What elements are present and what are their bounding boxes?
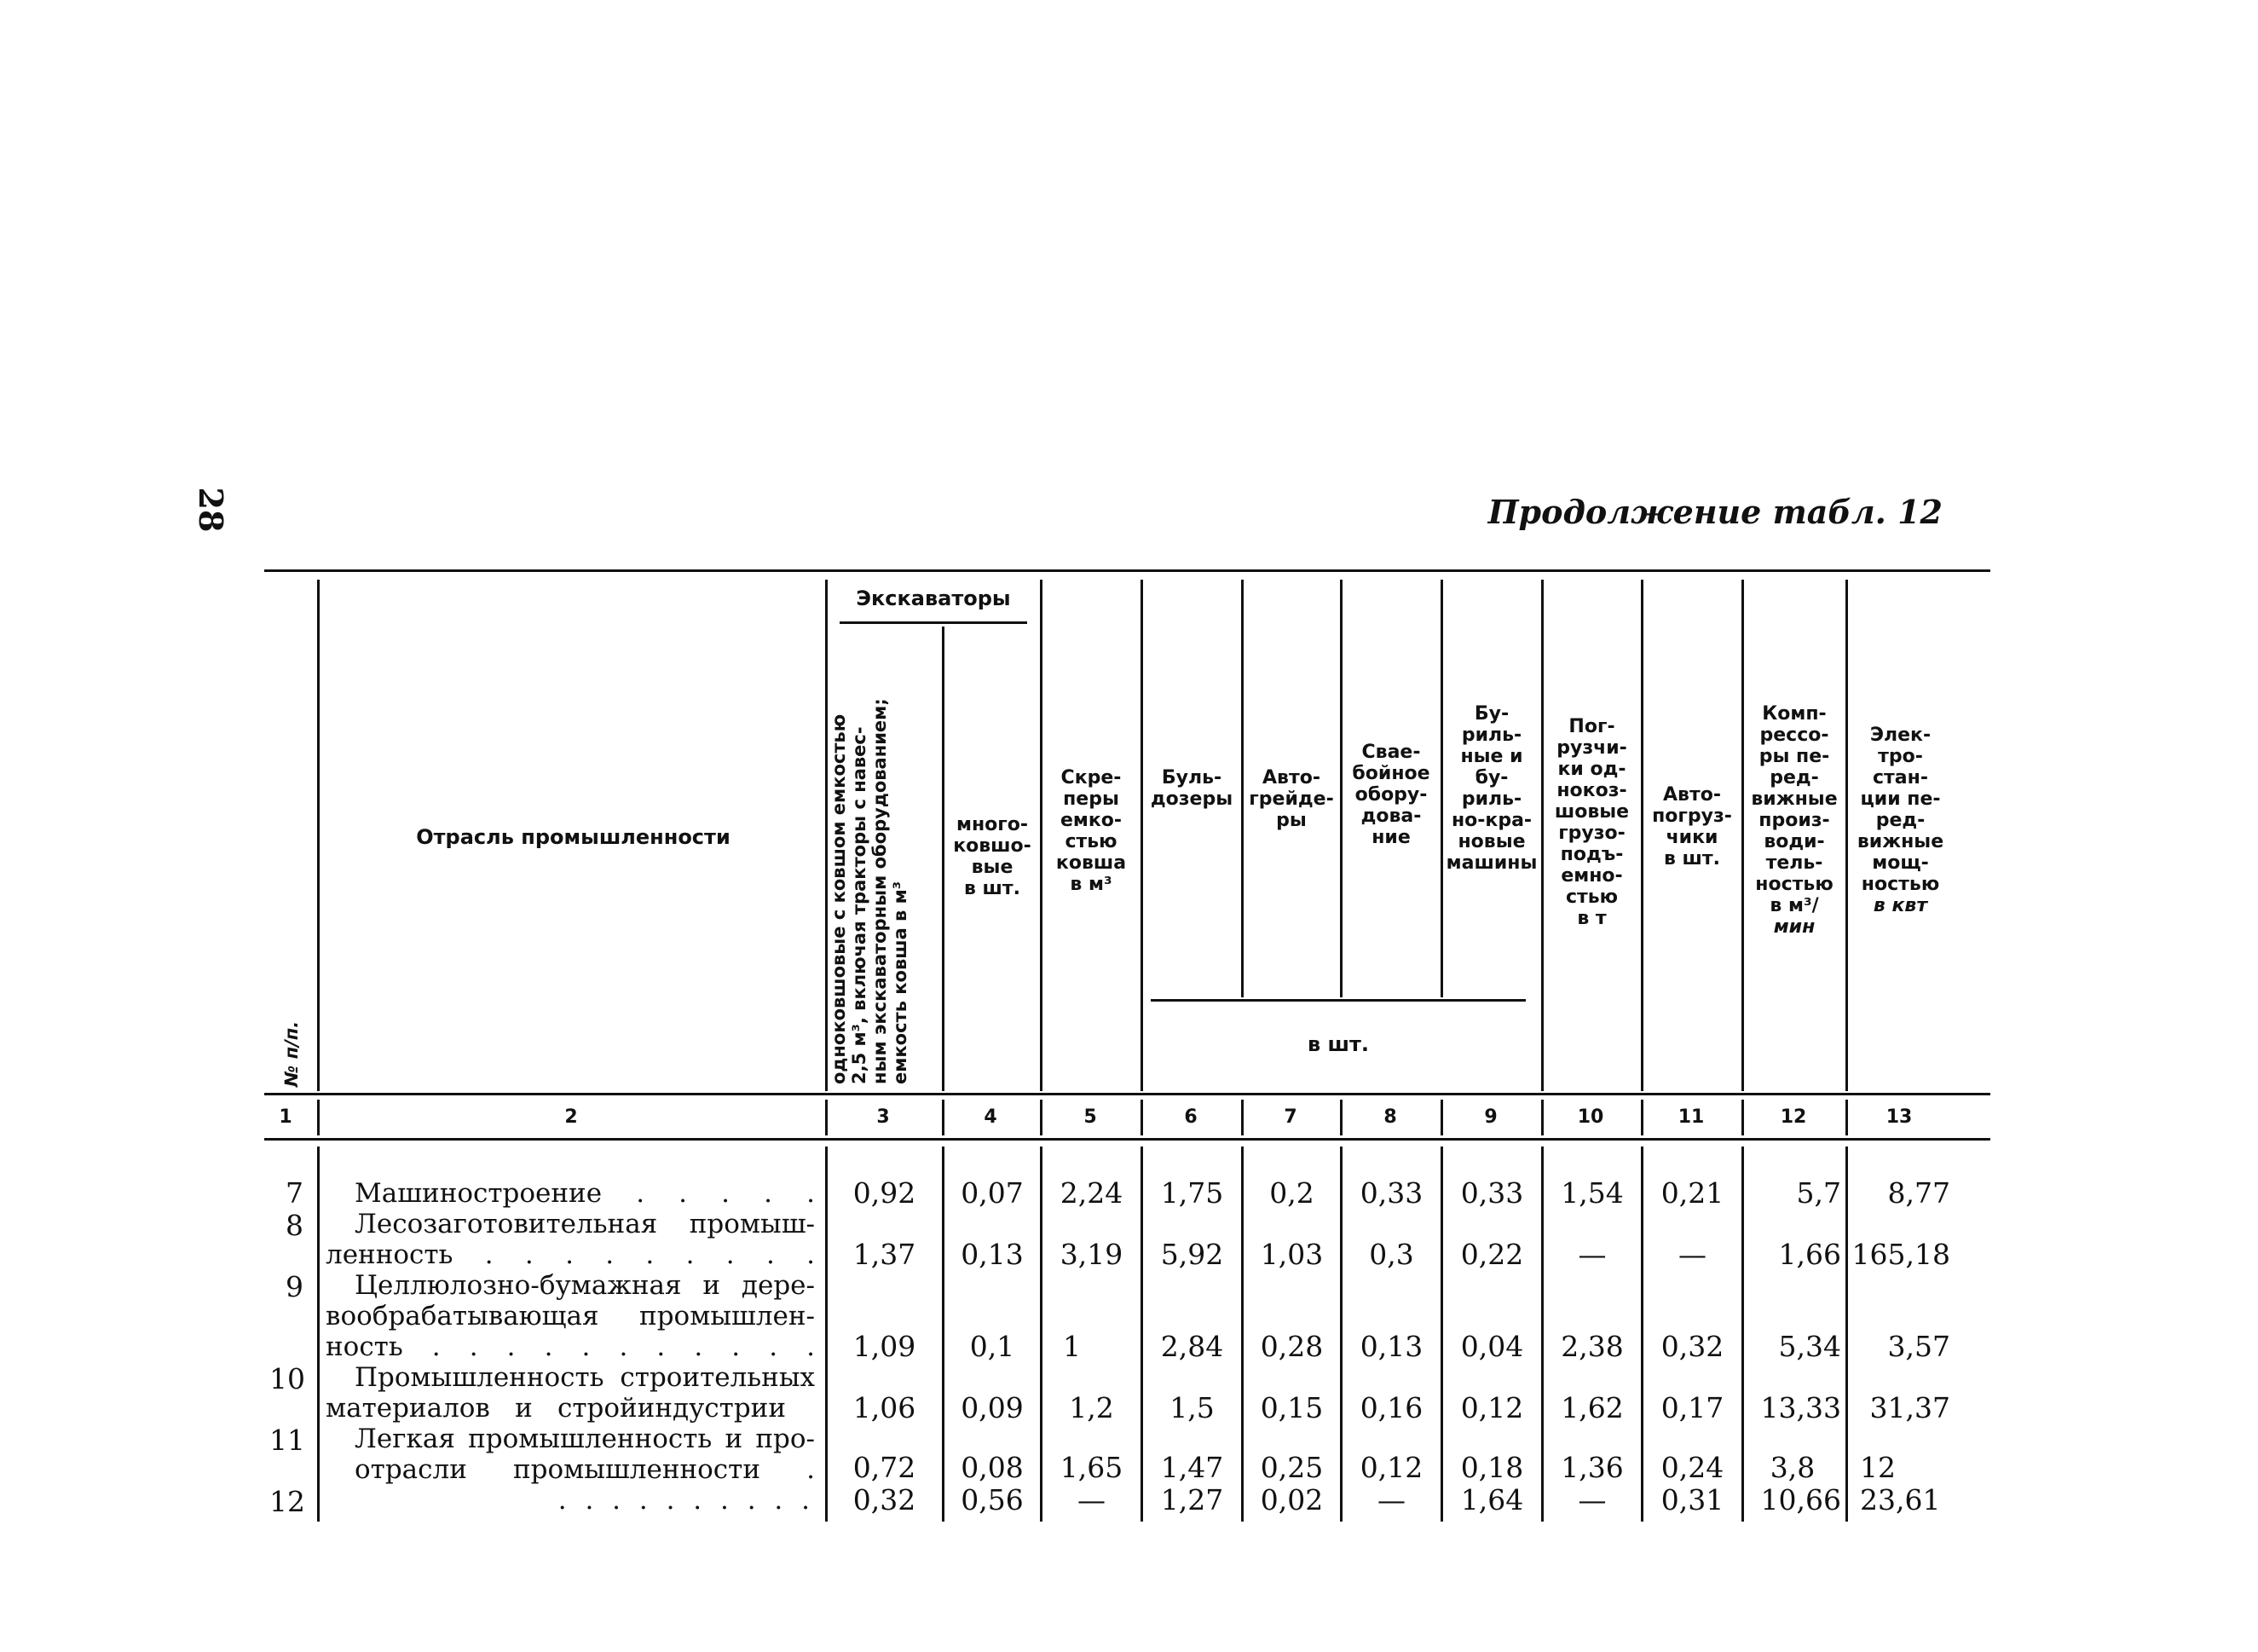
value-cell: 0,02 bbox=[1260, 1483, 1324, 1516]
value-cell: 0,24 bbox=[1660, 1451, 1724, 1484]
col6-header-line: Буль- bbox=[1161, 767, 1222, 788]
value-cell: 0,28 bbox=[1260, 1330, 1324, 1363]
col12-header-line: ры пе- bbox=[1758, 746, 1830, 767]
colnum: 7 bbox=[1284, 1106, 1297, 1128]
value-cell: 8,77 bbox=[1887, 1176, 1950, 1210]
colnum-divider bbox=[1340, 1100, 1343, 1135]
value-cell: 1,62 bbox=[1561, 1391, 1624, 1424]
col10-header-line: ки од- bbox=[1557, 759, 1626, 780]
col13-header-line: ции пе- bbox=[1860, 788, 1941, 810]
value-cell: 165,18 bbox=[1851, 1238, 1950, 1271]
value-cell: 0,32 bbox=[852, 1483, 916, 1516]
header-divider bbox=[317, 580, 320, 1091]
value-cell: 0,25 bbox=[1260, 1451, 1324, 1484]
col11-header-line: погруз- bbox=[1652, 806, 1732, 827]
col4-header-line: вые bbox=[971, 857, 1014, 878]
value-cell: — bbox=[1077, 1483, 1106, 1516]
col4-header-line: много- bbox=[956, 814, 1029, 835]
colnum: 1 bbox=[279, 1106, 292, 1128]
colnum-divider bbox=[1741, 1100, 1744, 1135]
col12-header-line: в м³/ bbox=[1770, 895, 1819, 916]
value-cell: 0,15 bbox=[1260, 1391, 1324, 1424]
row-label-line: . . . . . . . . . . bbox=[557, 1485, 815, 1516]
table-top-rule bbox=[264, 569, 1990, 572]
value-cell: 0,22 bbox=[1460, 1238, 1524, 1271]
value-cell: 0,16 bbox=[1360, 1391, 1424, 1424]
colnum-divider bbox=[1141, 1100, 1143, 1135]
col5-header-line: Скре- bbox=[1060, 767, 1122, 788]
col10-header-line: Пог- bbox=[1568, 716, 1615, 737]
col3-header-line: одноковшовые с ковшом емкостью bbox=[829, 713, 849, 1084]
colnum-divider bbox=[942, 1100, 944, 1135]
colnum-divider bbox=[1641, 1100, 1643, 1135]
value-cell: 0,17 bbox=[1660, 1391, 1724, 1424]
col10-header-line: стью bbox=[1565, 887, 1619, 908]
row-label-line: отрасли промышленности . bbox=[355, 1454, 815, 1485]
value-cell: 0,08 bbox=[961, 1451, 1024, 1484]
value-cell: 1,65 bbox=[1060, 1451, 1123, 1484]
row-number: 7 bbox=[286, 1176, 303, 1210]
value-cell: 31,37 bbox=[1869, 1391, 1950, 1424]
value-cell: 1,66 bbox=[1778, 1238, 1841, 1271]
col6-header bbox=[1142, 767, 1241, 810]
col13-header-line: вижные bbox=[1857, 831, 1944, 852]
value-cell: 0,33 bbox=[1360, 1176, 1424, 1210]
col5-header-line: в м³ bbox=[1070, 874, 1112, 895]
value-cell: 0,07 bbox=[961, 1176, 1024, 1210]
value-cell: 0,56 bbox=[961, 1483, 1024, 1516]
value-cell: 5,7 bbox=[1796, 1176, 1841, 1210]
value-cell: 2,38 bbox=[1561, 1330, 1624, 1363]
col8-header bbox=[1342, 742, 1441, 848]
value-cell: 0,04 bbox=[1460, 1330, 1524, 1363]
col12-header-line: тель- bbox=[1765, 852, 1823, 874]
col7-header-line: Авто- bbox=[1262, 767, 1320, 788]
value-cell: — bbox=[1578, 1483, 1607, 1516]
row-number: 8 bbox=[286, 1209, 303, 1242]
col9-header-line: бу- bbox=[1475, 767, 1509, 788]
value-cell: 1,54 bbox=[1561, 1176, 1624, 1210]
body-divider bbox=[317, 1147, 320, 1522]
colnum-divider bbox=[825, 1100, 828, 1135]
value-cell: 0,12 bbox=[1460, 1391, 1524, 1424]
col5-header-line: перы bbox=[1063, 788, 1119, 810]
col7-header-line: грейде- bbox=[1249, 788, 1334, 810]
colnum: 4 bbox=[984, 1106, 997, 1128]
col4-header bbox=[944, 814, 1040, 899]
value-cell: 1,03 bbox=[1260, 1238, 1324, 1271]
colnum: 3 bbox=[876, 1106, 890, 1128]
units-span-label: в шт. bbox=[1307, 1032, 1370, 1056]
row-number: 10 bbox=[269, 1362, 305, 1395]
value-cell: 1,47 bbox=[1160, 1451, 1224, 1484]
value-cell: 5,34 bbox=[1778, 1330, 1841, 1363]
value-cell: 1,27 bbox=[1160, 1483, 1224, 1516]
col12-header-line: Комп- bbox=[1762, 703, 1827, 725]
value-cell: 0,1 bbox=[969, 1330, 1015, 1363]
col8-header-line: ние bbox=[1372, 827, 1411, 848]
col3-header-line: емкость ковша в м³ bbox=[890, 881, 910, 1084]
value-cell: 0,72 bbox=[852, 1451, 916, 1484]
num-header: № п/п. bbox=[281, 1020, 302, 1087]
col13-header-line: ностью bbox=[1861, 874, 1940, 895]
value-cell: 1,64 bbox=[1460, 1483, 1524, 1516]
col12-header-line: ностью bbox=[1755, 874, 1834, 895]
col13-header-line: мощ- bbox=[1872, 852, 1929, 874]
col4-header-line: ковшо- bbox=[953, 835, 1031, 857]
col3-header-line: 2,5 м³, включая тракторы с навес- bbox=[849, 726, 869, 1084]
col5-header bbox=[1042, 767, 1141, 895]
value-cell: 1,37 bbox=[852, 1238, 916, 1271]
col10-header-line: в т bbox=[1577, 908, 1607, 929]
col13-header-line: стан- bbox=[1873, 767, 1928, 788]
col9-header-line: новые bbox=[1458, 831, 1526, 852]
value-cell: 0,32 bbox=[1660, 1330, 1724, 1363]
col10-header-line: нокоз- bbox=[1556, 780, 1627, 801]
header-divider bbox=[1141, 580, 1143, 1091]
row-number: 9 bbox=[286, 1270, 303, 1303]
col12-header-line: произ- bbox=[1758, 810, 1830, 831]
colnum-divider bbox=[317, 1100, 320, 1135]
row-label-line: Промышленность строительных bbox=[355, 1362, 815, 1393]
value-cell: 1,09 bbox=[852, 1330, 916, 1363]
row-label-line: материалов и стройиндустрии bbox=[326, 1393, 786, 1424]
value-cell: 3,8 bbox=[1770, 1451, 1816, 1484]
col9-header-line: но-кра- bbox=[1451, 810, 1533, 831]
col9-header-line: риль- bbox=[1461, 788, 1522, 810]
col3-header-line: ным экскаваторным оборудованием; bbox=[869, 698, 890, 1084]
colnum-divider bbox=[1541, 1100, 1544, 1135]
colnum-bottom-rule bbox=[264, 1138, 1990, 1141]
industry-header: Отрасль промышленности bbox=[416, 825, 731, 849]
colnum: 11 bbox=[1678, 1106, 1705, 1128]
col8-header-line: обору- bbox=[1354, 784, 1428, 806]
col12-header-line: ред- bbox=[1770, 767, 1819, 788]
colnum-divider bbox=[1241, 1100, 1244, 1135]
value-cell: — bbox=[1678, 1238, 1706, 1271]
col13-header-line: ред- bbox=[1875, 810, 1926, 831]
value-cell: 12 bbox=[1860, 1451, 1896, 1484]
col12-header bbox=[1743, 703, 1845, 938]
value-cell: 2,24 bbox=[1060, 1176, 1123, 1210]
col8-header-line: Свае- bbox=[1361, 742, 1421, 763]
value-cell: 1,36 bbox=[1561, 1451, 1624, 1484]
col11-header-line: Авто- bbox=[1663, 784, 1721, 806]
units-span-rule bbox=[1151, 999, 1526, 1002]
col8-header-line: бойное bbox=[1352, 763, 1430, 784]
colnum: 2 bbox=[564, 1106, 578, 1128]
col5-header-line: емко- bbox=[1060, 810, 1123, 831]
value-cell: 1 bbox=[1063, 1330, 1081, 1363]
body-divider bbox=[825, 1147, 828, 1522]
header-divider bbox=[825, 580, 828, 1091]
col13-header-line: Элек- bbox=[1869, 725, 1932, 746]
header-bottom-rule bbox=[264, 1093, 1990, 1095]
excavators-group-header: Экскаваторы bbox=[856, 586, 1011, 610]
value-cell: 0,21 bbox=[1660, 1176, 1724, 1210]
colnum: 10 bbox=[1577, 1106, 1604, 1128]
col7-header bbox=[1243, 767, 1340, 831]
value-cell: — bbox=[1377, 1483, 1406, 1516]
value-cell: 3,57 bbox=[1887, 1330, 1950, 1363]
col10-header-line: шовые bbox=[1554, 801, 1630, 823]
col12-header-line: вижные bbox=[1751, 788, 1838, 810]
row-label-line: Лесозаготовительная промыш- bbox=[355, 1209, 815, 1239]
value-cell: 0,09 bbox=[961, 1391, 1024, 1424]
row-number: 11 bbox=[269, 1424, 305, 1457]
row-label-line: Машиностроение . . . . . bbox=[355, 1178, 815, 1209]
value-cell: 0,18 bbox=[1460, 1451, 1524, 1484]
colnum: 8 bbox=[1383, 1106, 1397, 1128]
col7-header-line: ры bbox=[1276, 810, 1307, 831]
col6-header-line: дозеры bbox=[1150, 788, 1233, 810]
col9-header-line: Бу- bbox=[1474, 703, 1510, 725]
value-cell: 5,92 bbox=[1160, 1238, 1224, 1271]
col13-header-line: тро- bbox=[1878, 746, 1923, 767]
colnum-divider bbox=[1040, 1100, 1042, 1135]
value-cell: — bbox=[1578, 1238, 1607, 1271]
col13-header bbox=[1847, 725, 1954, 916]
col9-header bbox=[1442, 703, 1541, 874]
col10-header-line: подъ- bbox=[1560, 844, 1624, 865]
col11-header bbox=[1643, 784, 1741, 869]
value-cell: 3,19 bbox=[1060, 1238, 1123, 1271]
colnum: 12 bbox=[1780, 1106, 1807, 1128]
row-label-line: Целлюлозно-бумажная и дере- bbox=[355, 1270, 815, 1301]
value-cell: 0,13 bbox=[961, 1238, 1024, 1271]
value-cell: 10,66 bbox=[1760, 1483, 1841, 1516]
row-number: 12 bbox=[269, 1485, 305, 1518]
value-cell: 1,06 bbox=[852, 1391, 916, 1424]
value-cell: 23,61 bbox=[1860, 1483, 1941, 1516]
colnum-divider bbox=[1441, 1100, 1443, 1135]
value-cell: 0,13 bbox=[1360, 1330, 1424, 1363]
row-label-line: ность . . . . . . . . . . . bbox=[326, 1331, 815, 1362]
colnum: 6 bbox=[1184, 1106, 1198, 1128]
excavators-underline bbox=[840, 621, 1027, 624]
colnum-divider bbox=[1845, 1100, 1848, 1135]
row-label-line: вообрабатывающая промышлен- bbox=[326, 1301, 815, 1331]
col8-header-line: дова- bbox=[1360, 806, 1422, 827]
col9-header-line: ные и bbox=[1460, 746, 1523, 767]
value-cell: 1,5 bbox=[1169, 1391, 1215, 1424]
value-cell: 0,33 bbox=[1460, 1176, 1524, 1210]
colnum: 5 bbox=[1083, 1106, 1097, 1128]
col4-header-line: в шт. bbox=[963, 878, 1021, 899]
value-cell: 0,12 bbox=[1360, 1451, 1424, 1484]
col10-header-line: емно- bbox=[1561, 865, 1623, 887]
col10-header-line: грузо- bbox=[1558, 823, 1626, 844]
col11-header-line: чики bbox=[1666, 827, 1718, 848]
page-number: 28 bbox=[192, 487, 230, 533]
colnum: 9 bbox=[1484, 1106, 1498, 1128]
col10-header-line: рузчи- bbox=[1556, 737, 1627, 759]
col10-header bbox=[1543, 716, 1641, 929]
col5-header-line: ковша bbox=[1055, 852, 1127, 874]
value-cell: 0,2 bbox=[1269, 1176, 1314, 1210]
col5-header-line: стью bbox=[1065, 831, 1117, 852]
col12-header-line: води- bbox=[1764, 831, 1825, 852]
row-label-line: ленность . . . . . . . . . bbox=[326, 1239, 815, 1270]
value-cell: 0,3 bbox=[1369, 1238, 1414, 1271]
col11-header-line: в шт. bbox=[1663, 848, 1721, 869]
row-label-line: Легкая промышленность и про- bbox=[355, 1424, 815, 1454]
value-cell: 13,33 bbox=[1760, 1391, 1841, 1424]
col9-header-line: машины bbox=[1446, 852, 1538, 874]
value-cell: 0,92 bbox=[852, 1176, 916, 1210]
continuation-title: Продолжение табл. 12 bbox=[1487, 493, 1943, 531]
col12-header-line: рессо- bbox=[1759, 725, 1829, 746]
colnum: 13 bbox=[1886, 1106, 1913, 1128]
value-cell: 2,84 bbox=[1160, 1330, 1224, 1363]
value-cell: 1,75 bbox=[1160, 1176, 1224, 1210]
col12-header-line: мин bbox=[1773, 916, 1816, 938]
col9-header-line: риль- bbox=[1461, 725, 1522, 746]
value-cell: 0,31 bbox=[1660, 1483, 1724, 1516]
col13-header-line: в квт bbox=[1873, 895, 1928, 916]
value-cell: 1,2 bbox=[1069, 1391, 1114, 1424]
